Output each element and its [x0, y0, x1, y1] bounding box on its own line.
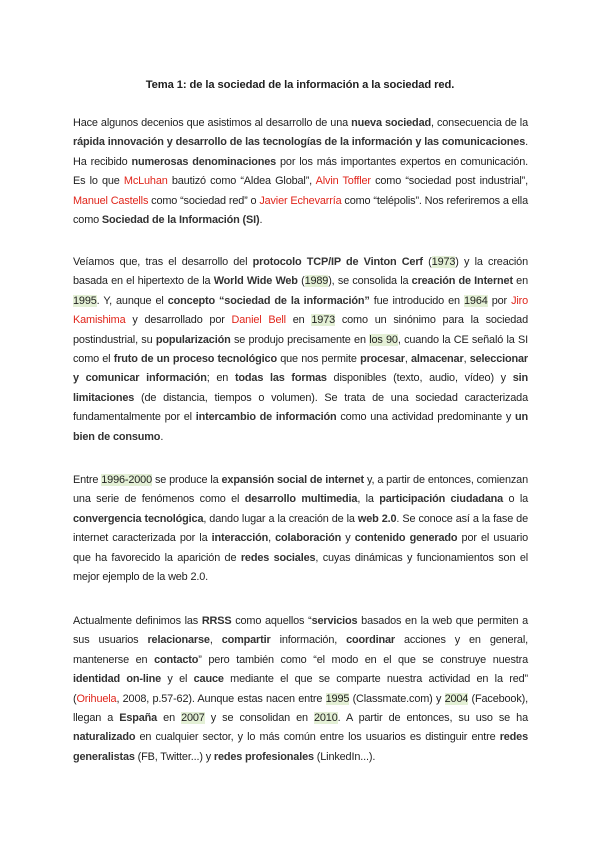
paragraph-4: Actualmente definimos las RRSS como aquellos “servicios basados en la web que permiten a sus usuarios relacionarse, compartir información, coordinar acciones y en general, mantenerse en contacto” pero también como “el modo en el que se construye nuestra identidad on-line y el cauce mediante el que se comparte nuestra actividad en la red” (Orihuela, 2008, p.57-62). Aunque estas nacen entre 1995 (Classmate.com) y 2004 (Facebook), llegan a España en 2007 y se consolidan en 2010. A partir de entonces, su uso se ha naturalizado en cualquier sector, y lo más común entre los usuarios es distinguir entre redes generalistas (FB, Twitter...) y redes profesionales (LinkedIn...). [73, 615, 528, 763]
highlight-los-90: los 90 [369, 333, 398, 346]
link-echevarria[interactable]: Javier Echevarría [259, 194, 342, 207]
link-orihuela[interactable]: Orihuela [76, 692, 117, 705]
highlight-1973: 1973 [431, 256, 456, 268]
highlight-1964: 1964 [464, 294, 488, 307]
paragraph-2: Veíamos que, tras el desarrollo del protocolo TCP/IP de Vinton Cerf (1973) y la creación basada en el hipertexto de la World Wide Web (1989), se consolida la creación de Internet en 1995. Y, aunque el concepto “sociedad de la información” fue introducido en 1964 por Jiro Kamishima y desarrollado por Daniel Bell en 1973 como un sinónimo para la sociedad postindustrial, su popularización se produjo precisamente en los 90, cuando la CE señaló la SI como el fruto de un proceso tecnológico que nos permite procesar, almacenar, seleccionar y comunicar información; en todas las formas disponibles (texto, audio, vídeo) y sin limitaciones (de distancia, tiempos o volumen). Se trata de una sociedad caracterizada fundamentalmente por el intercambio de información como una actividad predominante y un bien de consumo. [73, 256, 529, 443]
page-title: Tema 1: de la sociedad de la información a la sociedad red. [145, 79, 455, 91]
link-bell[interactable]: Daniel Bell [231, 314, 286, 327]
link-kamishima[interactable]: Jiro Kamishima [73, 294, 529, 327]
link-toffler[interactable]: Alvin Toffler [315, 175, 371, 188]
highlight-1996-2000: 1996-2000 [101, 474, 152, 486]
link-mcluhan[interactable]: McLuhan [123, 175, 168, 188]
highlight-2004: 2004 [444, 692, 469, 705]
link-castells[interactable]: Manuel Castells [73, 194, 149, 207]
highlight-1995: 1995 [73, 294, 97, 307]
highlight-1973-b: 1973 [311, 314, 336, 327]
paragraph-3: Entre 1996-2000 se produce la expansión social de internet y, a partir de entonces, comienzan una serie de fenómenos como el desarrollo multimedia, la participación ciudadana o la convergencia tecnológica, dando lugar a la creación de la web 2.0. Se conoce así a la fase de internet caracterizada por la interacción, colaboración y contenido generado por el usuario que ha favorecido la aparición de redes sociales, cuyas dinámicas y funcionamientos son el mejor ejemplo de la web 2.0. [73, 474, 528, 584]
highlight-1995-b: 1995 [325, 692, 350, 705]
paragraph-1: Hace algunos decenios que asistimos al desarrollo de una nueva sociedad, consecuencia de la rápida innovación y desarrollo de las tecnologías de la información y las comunicaciones. Ha recibido numerosas denominaciones por los más importantes expertos en comunicación. Es lo que McLuhan bautizó como “Aldea Global”, Alvin Toffler como “sociedad post industrial”, Manuel Castells como “sociedad red” o Javier Echevarría como “telépolis”. Nos referiremos a ella como Sociedad de la Información (SI). [73, 117, 529, 227]
highlight-2010: 2010 [313, 712, 338, 725]
highlight-2007: 2007 [181, 712, 205, 725]
highlight-1989: 1989 [304, 275, 329, 288]
